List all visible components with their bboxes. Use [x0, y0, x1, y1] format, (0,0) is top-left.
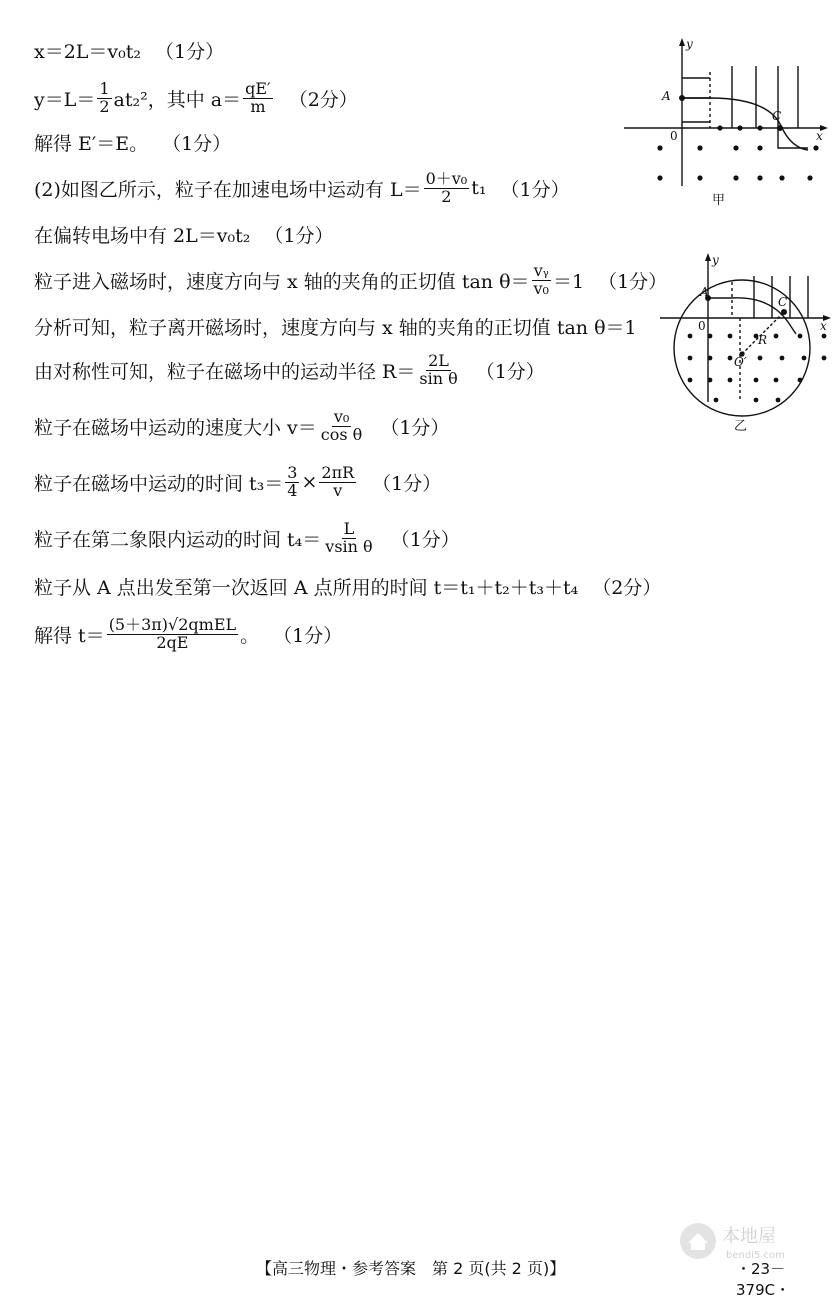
origin-label: 0 [670, 129, 678, 143]
score-label: （1分） [264, 224, 334, 247]
page-footer: 【高三物理・参考答案 第 2 页(共 2 页)】 [256, 1259, 566, 1278]
score-label: （1分） [372, 472, 442, 495]
field-dot [697, 175, 702, 180]
figure-jia-diagram [620, 36, 830, 211]
field-dot [757, 175, 762, 180]
answer-line-13 [34, 614, 342, 654]
point-a-label: A [662, 89, 671, 103]
field-dot [728, 334, 733, 339]
field-dot [733, 145, 738, 150]
y-axis-label: y [686, 37, 693, 51]
field-dot [697, 145, 702, 150]
score-label: （1分） [273, 624, 343, 647]
score-label: （1分） [162, 132, 232, 155]
document-code: ・23－379C・ [736, 1260, 791, 1299]
field-dot [758, 356, 763, 361]
field-dot [657, 145, 662, 150]
field-dot [776, 398, 781, 403]
score-label: （2分） [592, 576, 662, 599]
equation-prefix: (2)如图乙所示，粒子在加速电场中运动有 L＝ [34, 178, 422, 201]
equation-prefix: 粒子进入磁场时，速度方向与 x 轴的夹角的正切值 tan θ＝ [34, 270, 530, 293]
field-dot [774, 334, 779, 339]
fraction-radius: $\frac{2L}{\text{sin θ}}$ [419, 350, 458, 388]
answer-line-6 [34, 260, 667, 300]
watermark-text: 本地屋 [722, 1226, 776, 1247]
field-dot [754, 378, 759, 383]
y-axis-arrow [679, 38, 685, 46]
y-axis-label: y [712, 253, 719, 267]
equation-prefix: 粒子在磁场中运动的速度大小 v＝ [34, 416, 317, 439]
point-c-label: C [778, 295, 788, 309]
result-text: 解得 E′＝E。 [34, 132, 149, 155]
particle-trajectory [682, 98, 808, 150]
equation-text: x＝2L＝v₀t₂ [34, 40, 142, 63]
field-dot [717, 125, 722, 130]
field-dot [728, 378, 733, 383]
equation-prefix: 粒子在磁场中运动的时间 t₃＝ [34, 472, 284, 495]
score-label: （1分） [500, 178, 570, 201]
field-dot [774, 378, 779, 383]
answer-line-3 [34, 122, 231, 162]
figure-caption: 甲 [712, 193, 726, 208]
radius-label: R [758, 333, 768, 347]
point-c-dot [781, 309, 787, 315]
fraction-time-quadrant: $\frac{L}{\text{vsin θ}}$ [325, 518, 373, 556]
equation-middle: at₂²，其中 a＝ [113, 88, 242, 111]
center-o-label: O′ [734, 355, 747, 369]
equation-text: 在偏转电场中有 2L＝v₀t₂ [34, 224, 251, 247]
score-label: （1分） [475, 360, 545, 383]
field-dot [688, 378, 693, 383]
field-dot [779, 175, 784, 180]
fraction-average-velocity: $\frac{\text{0＋v₀}}{2}$ [425, 168, 468, 206]
field-dot [798, 378, 803, 383]
answer-line-4 [34, 168, 570, 208]
field-dot [688, 334, 693, 339]
equation-suffix: t₁ [471, 177, 487, 199]
watermark-subtext: bendi5.com [726, 1250, 785, 1261]
score-label: （1分） [380, 416, 450, 439]
origin-label: 0 [698, 319, 706, 333]
answer-line-8 [34, 350, 545, 390]
equation-prefix: 解得 t＝ [34, 624, 105, 647]
answer-line-7 [34, 306, 637, 346]
field-dot [822, 334, 827, 339]
x-axis-label: x [816, 129, 823, 143]
site-watermark [676, 1218, 826, 1264]
field-dot [813, 145, 818, 150]
point-a-dot [679, 95, 685, 101]
field-dot [708, 378, 713, 383]
equation-prefix: y＝L＝ [34, 88, 96, 111]
score-label: （1分） [598, 270, 668, 293]
point-a-label: A [700, 285, 709, 299]
equation-suffix: 。 [240, 624, 260, 647]
field-dot [822, 356, 827, 361]
answer-line-9 [34, 406, 449, 446]
field-dot [714, 398, 719, 403]
field-dot [733, 175, 738, 180]
field-dot [780, 356, 785, 361]
field-dot [757, 145, 762, 150]
answer-line-5 [34, 214, 333, 254]
x-axis-label: x [820, 319, 827, 333]
y-axis-arrow [705, 253, 711, 261]
field-dot [798, 334, 803, 339]
field-dot [657, 175, 662, 180]
times-sign: × [301, 471, 318, 493]
fraction-half: $\frac{1}{2}$ [99, 78, 110, 116]
score-label: （2分） [288, 88, 358, 111]
field-dot [708, 356, 713, 361]
analysis-text: 分析可知，粒子离开磁场时，速度方向与 x 轴的夹角的正切值 tan θ＝1 [34, 316, 637, 339]
answer-line-10 [34, 462, 441, 502]
fraction-final-time: $\frac{\text{(5＋3π)√2qmEL}}{2qE}$ [108, 614, 237, 652]
score-label: （1分） [155, 40, 225, 63]
point-c-label: C [772, 109, 782, 123]
field-dot [728, 356, 733, 361]
score-label: （1分） [390, 528, 460, 551]
answer-line-12 [34, 566, 661, 606]
equation-prefix: 粒子在第二象限内运动的时间 t₄＝ [34, 528, 322, 551]
answer-line-11 [34, 518, 460, 558]
fraction-velocity: $\frac{\text{v₀}}{\text{cos θ}}$ [320, 406, 363, 444]
equation-prefix: 由对称性可知，粒子在磁场中的运动半径 R＝ [34, 360, 416, 383]
field-dot [688, 356, 693, 361]
figure-caption: 乙 [734, 419, 748, 432]
field-dot [754, 398, 759, 403]
velocity-vector [778, 128, 808, 148]
figure-yi-diagram [660, 252, 832, 432]
fraction-three-quarters: $\frac{3}{4}$ [287, 462, 298, 500]
field-dot [757, 125, 762, 130]
total-time-text: 粒子从 A 点出发至第一次返回 A 点所用的时间 t＝t₁＋t₂＋t₃＋t₄ [34, 576, 579, 599]
equation-suffix: ＝1 [552, 270, 585, 293]
field-dot [737, 125, 742, 130]
field-dot [802, 356, 807, 361]
field-dot [708, 334, 713, 339]
fraction-period: $\frac{2\pi R}{v}$ [321, 462, 355, 500]
answer-line-2 [34, 78, 358, 118]
fraction-acceleration: $\frac{qE'}{m}$ [245, 78, 271, 116]
fraction-tangent: $\frac{\text{vᵧ}}{\text{v₀}}$ [533, 260, 549, 298]
point-c-dot [777, 125, 783, 131]
field-dot [807, 175, 812, 180]
answer-line-1 [34, 30, 224, 70]
